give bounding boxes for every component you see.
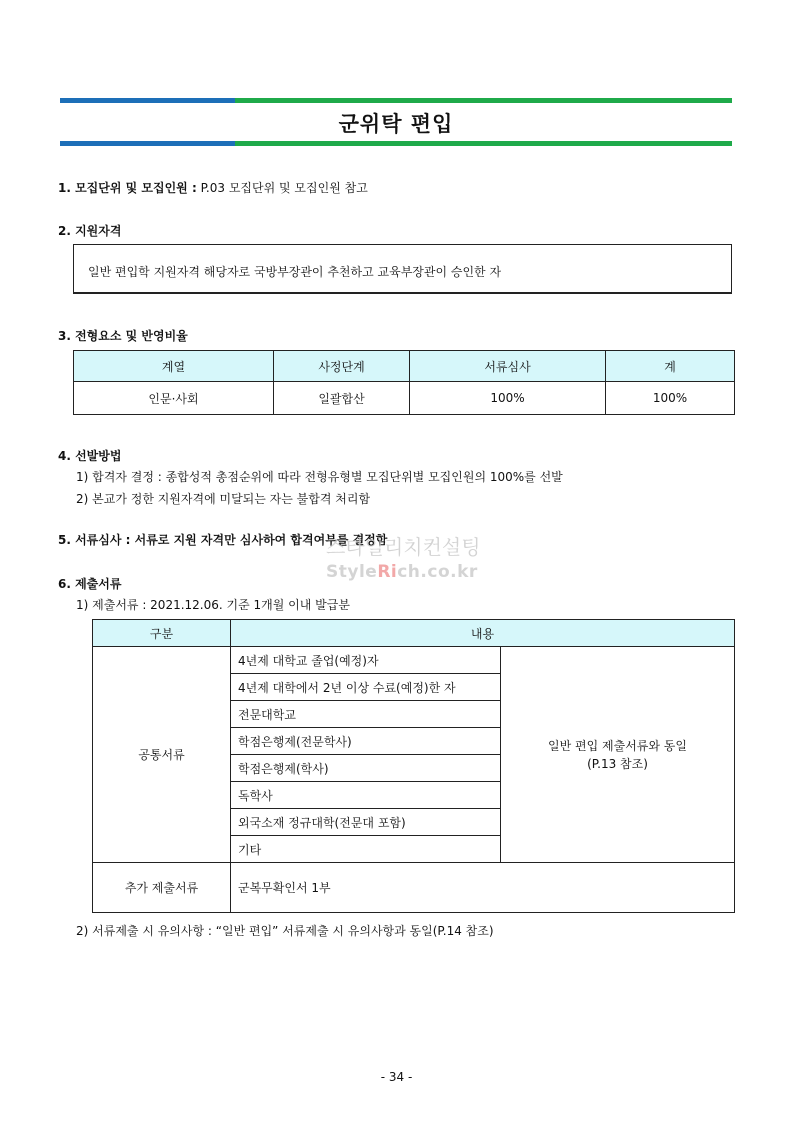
section-1-text: P.03 모집단위 및 모집인원 참고 bbox=[196, 181, 368, 195]
common-docs-note: 일반 편입 제출서류와 동일 (P.13 참조) bbox=[501, 647, 735, 863]
common-doc-item: 외국소재 정규대학(전문대 포함) bbox=[231, 809, 501, 836]
watermark-url: StyleRich.co.kr bbox=[326, 562, 478, 582]
section-1-label: 1. 모집단위 및 모집인원 : bbox=[58, 181, 197, 195]
selection-item-1: 1) 합격자 결정 : 종합성적 총점순위에 따라 전형유형별 모집단위별 모집인원의 100%를 선발 bbox=[76, 470, 563, 484]
ratio-header: 사정단계 bbox=[274, 351, 410, 382]
header-bar-top-blue bbox=[60, 98, 235, 103]
header-bar-top-green bbox=[235, 98, 732, 103]
common-doc-item: 독학사 bbox=[231, 782, 501, 809]
common-doc-item: 학점은행제(전문학사) bbox=[231, 728, 501, 755]
section-1 bbox=[58, 179, 368, 196]
extra-docs-value: 군복무확인서 1부 bbox=[231, 863, 735, 913]
extra-docs-label: 추가 제출서류 bbox=[93, 863, 231, 913]
common-doc-item: 4년제 대학에서 2년 이상 수료(예정)한 자 bbox=[231, 674, 501, 701]
ratio-table bbox=[73, 350, 735, 415]
common-doc-item: 4년제 대학교 졸업(예정)자 bbox=[231, 647, 501, 674]
documents-header: 내용 bbox=[231, 620, 735, 647]
ratio-cell: 100% bbox=[410, 382, 606, 415]
documents-item-2: 2) 서류제출 시 유의사항 : “일반 편입” 서류제출 시 유의사항과 동일(P.14 참조) bbox=[76, 924, 494, 938]
eligibility-text: 일반 편입학 지원자격 해당자로 국방부장관이 추천하고 교육부장관이 승인한 자 bbox=[88, 265, 502, 279]
common-doc-item: 기타 bbox=[231, 836, 501, 863]
documents-item-1: 1) 제출서류 : 2021.12.06. 기준 1개월 이내 발급분 bbox=[76, 598, 350, 612]
watermark-text: 스타일리치컨설팅 bbox=[326, 535, 481, 559]
section-5-label: 5. 서류심사 : 서류로 지원 자격만 심사하여 합격여부를 결정함 bbox=[58, 533, 388, 547]
ratio-cell: 인문·사회 bbox=[74, 382, 274, 415]
section-6-label: 6. 제출서류 bbox=[58, 577, 122, 591]
header-bar-bottom-blue bbox=[60, 141, 235, 146]
header-bar-bottom-green bbox=[235, 141, 732, 146]
section-4-label: 4. 선발방법 bbox=[58, 449, 122, 463]
page-title: 군위탁 편입 bbox=[338, 112, 454, 136]
common-doc-item: 전문대학교 bbox=[231, 701, 501, 728]
documents-header: 구분 bbox=[93, 620, 231, 647]
common-docs-label: 공통서류 bbox=[93, 647, 231, 863]
common-doc-item: 학점은행제(학사) bbox=[231, 755, 501, 782]
ratio-header: 계열 bbox=[74, 351, 274, 382]
page-number: - 34 - bbox=[380, 1070, 413, 1084]
ratio-cell: 일괄합산 bbox=[274, 382, 410, 415]
selection-item-2: 2) 본교가 정한 지원자격에 미달되는 자는 불합격 처리함 bbox=[76, 492, 371, 506]
ratio-header: 계 bbox=[606, 351, 735, 382]
ratio-cell: 100% bbox=[606, 382, 735, 415]
section-3-label: 3. 전형요소 및 반영비율 bbox=[58, 329, 188, 343]
ratio-header: 서류심사 bbox=[410, 351, 606, 382]
eligibility-box bbox=[73, 244, 732, 294]
documents-table bbox=[92, 619, 735, 913]
section-2-label: 2. 지원자격 bbox=[58, 224, 122, 238]
